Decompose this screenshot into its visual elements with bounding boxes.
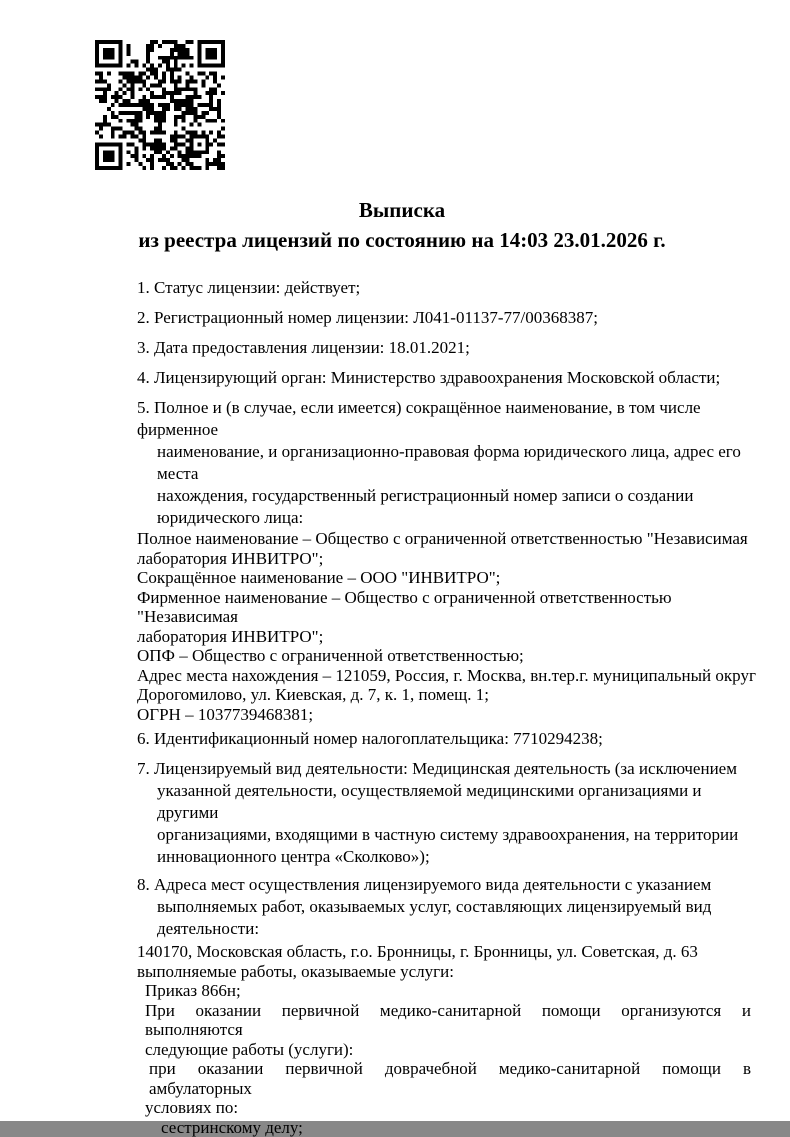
text-line: лаборатория ИНВИТРО";: [137, 549, 767, 569]
text-line: Дорогомилово, ул. Киевская, д. 7, к. 1, помещ. 1;: [137, 685, 767, 705]
text-line: Приказ 866н;: [137, 981, 751, 1001]
title-block: [137, 195, 667, 255]
para-taxpayer-number: 6. Идентификационный номер налогоплательщика: 7710294238;: [137, 728, 767, 750]
para-license-status: 1. Статус лицензии: действует;: [137, 277, 767, 299]
org-details-block: [137, 529, 767, 724]
text-line: 7. Лицензируемый вид деятельности: Медицинская деятельность (за исключением: [137, 758, 767, 780]
document-body: [137, 255, 767, 1137]
text-line: При оказании первичной медико-санитарной помощи организуются и выполняются: [137, 1001, 751, 1040]
text-line: ОПФ – Общество с ограниченной ответственностью;: [137, 646, 767, 666]
para-registration-number: 2. Регистрационный номер лицензии: Л041-01137-77/00368387;: [137, 307, 767, 329]
text-line: 5. Полное и (в случае, если имеется) сокращённое наименование, в том числе фирменное: [137, 397, 767, 441]
works-list-block: [137, 942, 751, 1137]
text-line: организациями, входящими в частную систему здравоохранения, на территории: [137, 824, 767, 846]
text-line: ОГРН – 1037739468381;: [137, 705, 767, 725]
text-line: лаборатория ИНВИТРО";: [137, 627, 767, 647]
text-line: нахождения, государственный регистрационный номер записи о создании: [137, 485, 767, 507]
text-line: деятельности:: [137, 918, 767, 940]
document-title: Выписка: [137, 195, 667, 225]
text-line: выполняемых работ, оказываемых услуг, составляющих лицензируемый вид: [137, 896, 767, 918]
text-line: Фирменное наименование – Общество с ограниченной ответственностью "Независимая: [137, 588, 767, 627]
text-line: следующие работы (услуги):: [137, 1040, 751, 1060]
para-grant-date: 3. Дата предоставления лицензии: 18.01.2021;: [137, 337, 767, 359]
text-line: наименование, и организационно-правовая форма юридического лица, адрес его места: [137, 441, 767, 485]
document-subtitle: из реестра лицензий по состоянию на 14:03 23.01.2026 г.: [137, 225, 667, 255]
text-line: указанной деятельности, осуществляемой медицинскими организациями и другими: [137, 780, 767, 824]
text-line: Сокращённое наименование – ООО "ИНВИТРО";: [137, 568, 767, 588]
text-line: выполняемые работы, оказываемые услуги:: [137, 962, 751, 982]
text-line: условиях по:: [137, 1098, 751, 1118]
text-line: Полное наименование – Общество с ограниченной ответственностью "Независимая: [137, 529, 767, 549]
text-line: сестринскому делу;: [137, 1118, 751, 1137]
text-line: Адрес места нахождения – 121059, Россия, г. Москва, вн.тер.г. муниципальный округ: [137, 666, 767, 686]
qr-code: [95, 40, 225, 170]
para-licensing-authority: 4. Лицензирующий орган: Министерство здравоохранения Московской области;: [137, 367, 767, 389]
address-line: 140170, Московская область, г.о. Бронницы, г. Бронницы, ул. Советская, д. 63: [137, 942, 751, 962]
text-line: инновационного центра «Сколково»);: [137, 846, 767, 868]
text-line: 8. Адреса мест осуществления лицензируемого вида деятельности с указанием: [137, 874, 767, 896]
para-licensed-activity: [137, 758, 767, 868]
para-org-naming-heading: [137, 397, 767, 529]
text-line: при оказании первичной доврачебной медико-санитарной помощи в амбулаторных: [137, 1059, 751, 1098]
para-activity-addresses-heading: [137, 874, 767, 940]
text-line: юридического лица:: [137, 507, 767, 529]
